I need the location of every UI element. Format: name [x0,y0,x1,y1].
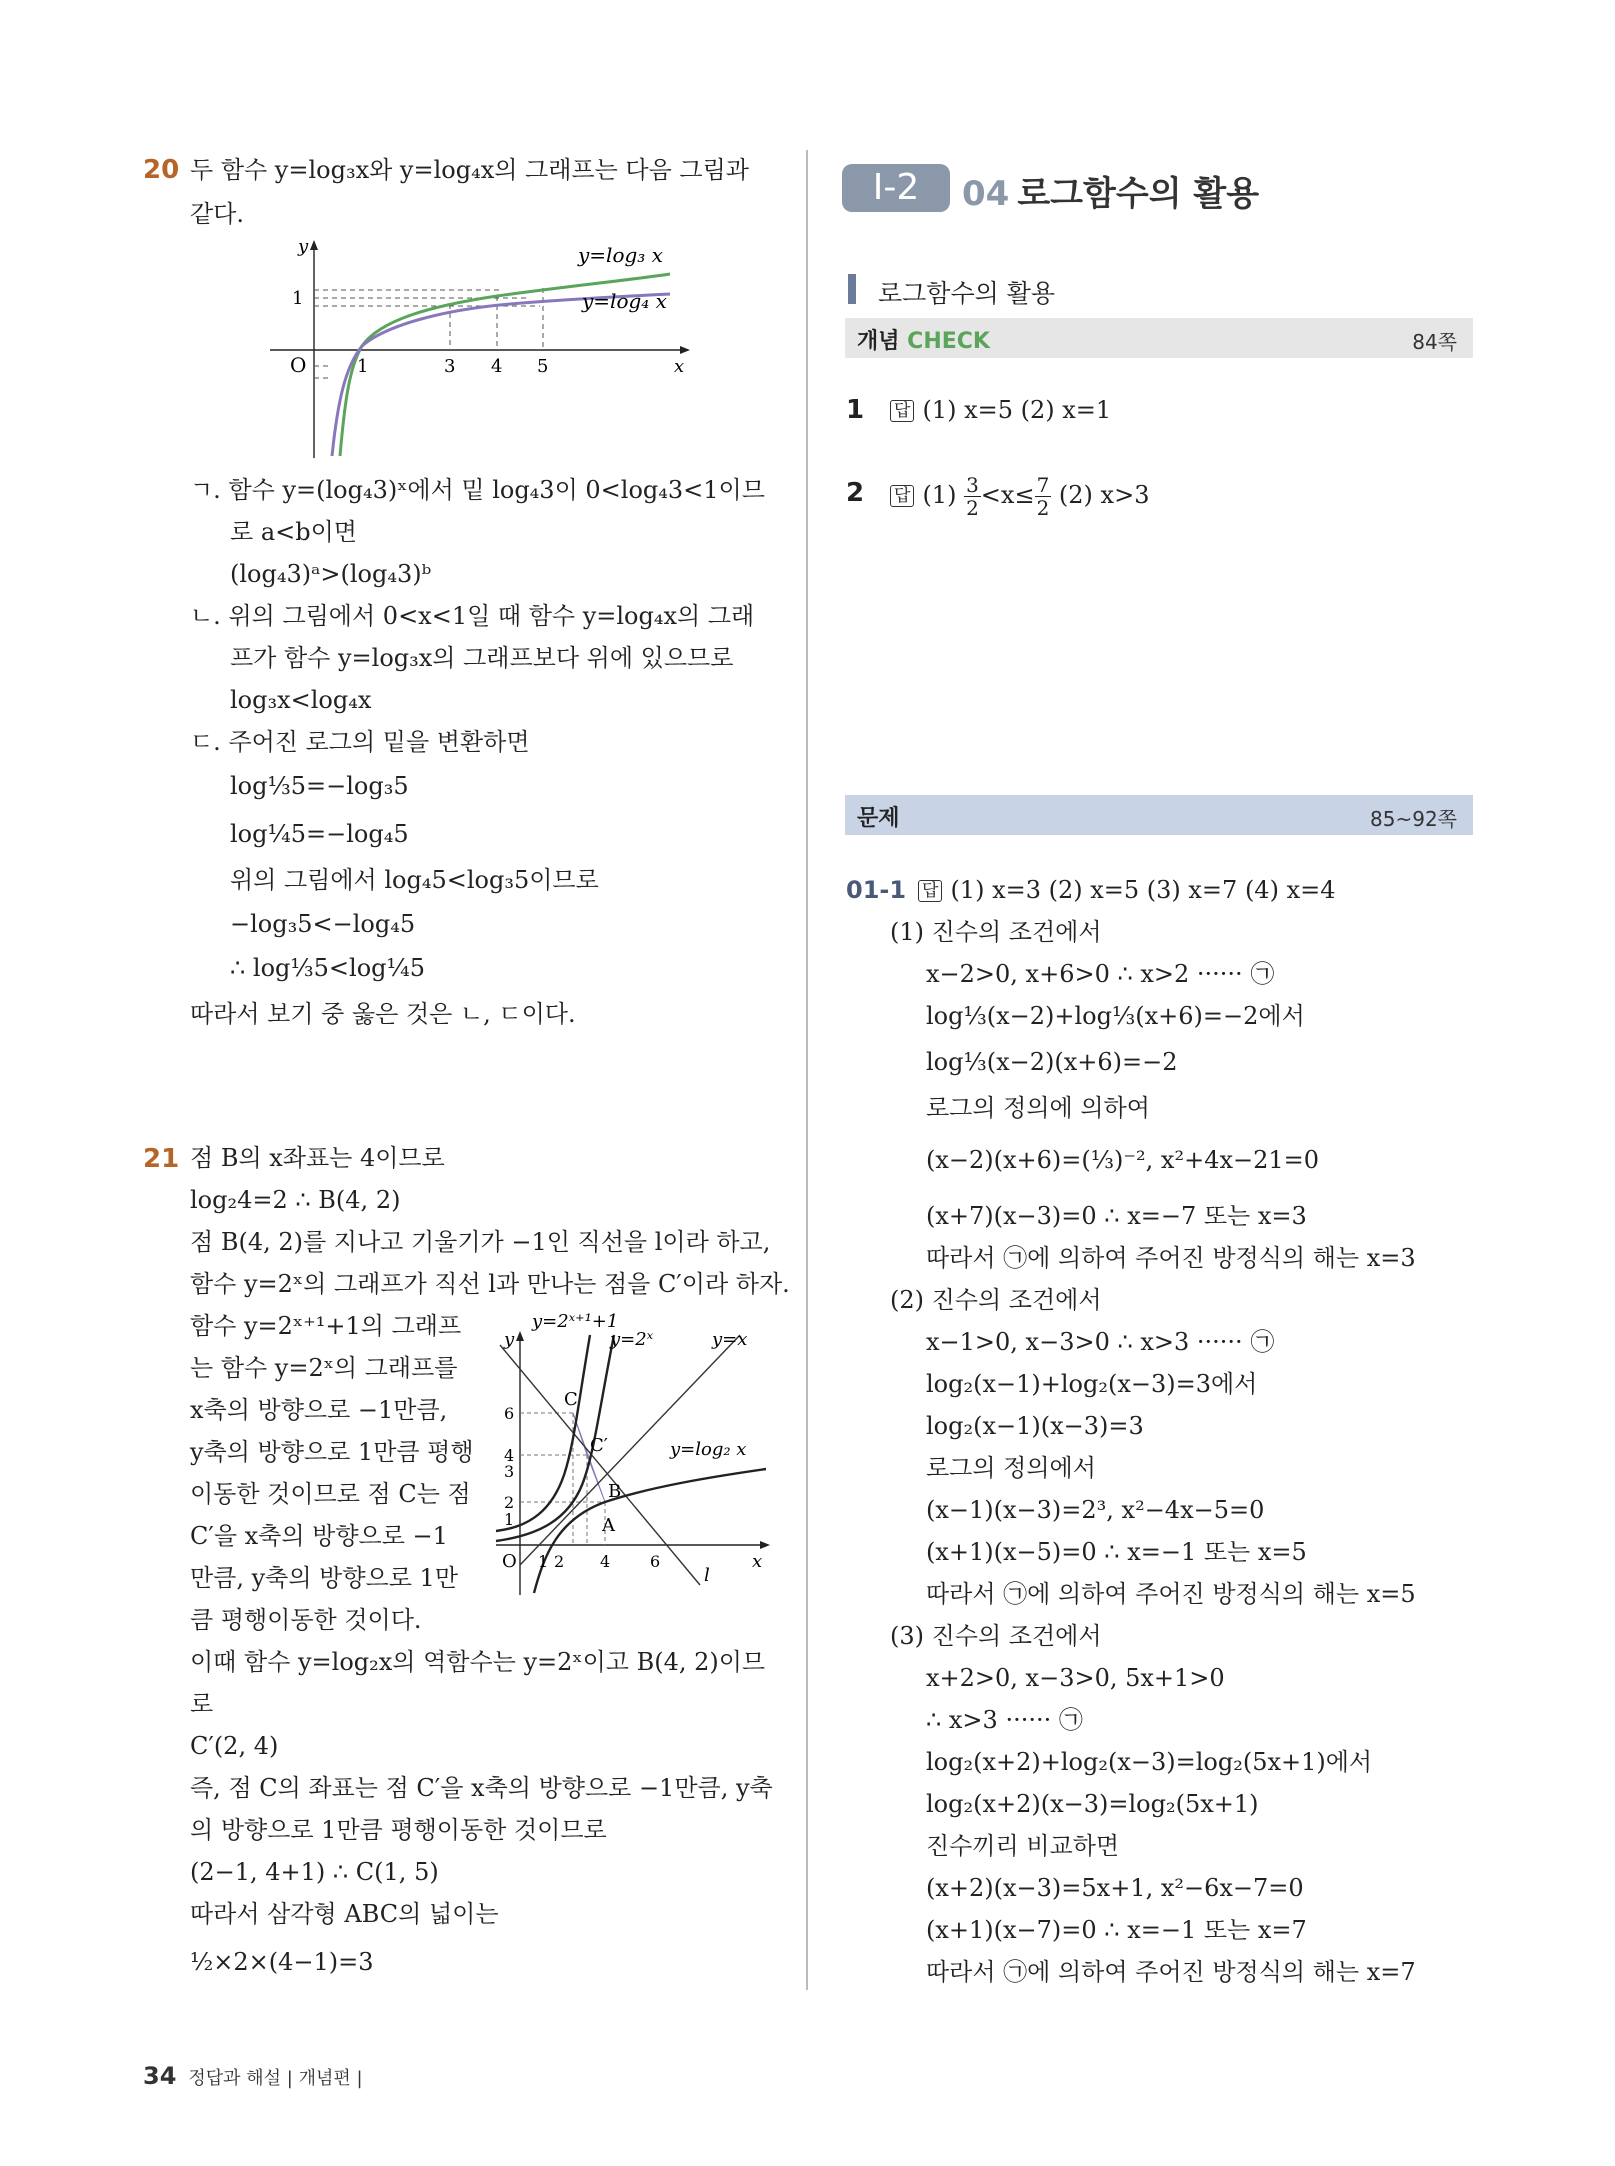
x-axis-arrow [760,1541,770,1549]
answer-mark: 답 [890,400,914,422]
p01-line-15: (x+1)(x−5)=0 ∴ x=−1 또는 x=5 [926,1538,1307,1566]
problem-number-21: 21 [143,1144,180,1174]
p21-bottom-1: 이때 함수 y=log₂x의 역함수는 y=2ˣ이고 B(4, 2)이므 [190,1648,766,1676]
p20-sol-3: (log₄3)ᵃ>(log₄3)ᵇ [230,560,432,588]
point-a-label: A [602,1515,615,1536]
p01-line-5: 로그의 정의에 의하여 [926,1094,1150,1122]
label-log3: y=log₃ x [578,243,663,267]
graph-x-label: x [674,356,685,377]
p21-bottom-8: ½×2×(4−1)=3 [190,1948,374,1976]
graph-xtick-4: 4 [600,1552,611,1571]
p20-line-2: 같다. [190,200,244,228]
label-log4: y=log₄ x [582,289,667,313]
label-log2: y=log₂ x [670,1439,747,1460]
p20-sol-10: 위의 그림에서 log₄5<log₃5이므로 [230,866,599,894]
column-divider [806,150,808,1990]
label-yx: y=x [712,1329,748,1350]
p21-line-3: 점 B(4, 2)를 지나고 기울기가 −1인 직선을 l이라 하고, [190,1228,771,1256]
p20-sol-12: ∴ log⅓5<log¼5 [230,954,426,982]
p01-line-1: (1) 진수의 조건에서 [890,918,1102,946]
p01-line-14: (x−1)(x−3)=2³, x²−4x−5=0 [926,1496,1265,1524]
curve-log2 [534,1469,766,1593]
problem-number-20: 20 [143,155,180,185]
graph-xtick-1: 1 [357,356,369,377]
p21-bottom-4: 즉, 점 C의 좌표는 점 C′을 x축의 방향으로 −1만큼, y축 [190,1774,773,1802]
graph-origin: O [290,353,307,377]
check-item-1-num: 1 [846,395,865,425]
point-c-label: C [564,1389,578,1410]
p20-sol-1: ㄱ. 함수 y=(log₄3)ˣ에서 밑 log₄3이 0<log₄3<1이므 [190,476,765,504]
graph-ytick-3: 3 [504,1462,515,1481]
problem-bar-title: 문제 [857,806,900,831]
check-item-1 [890,394,1111,426]
p01-line-8: 따라서 ㉠에 의하여 주어진 방정식의 해는 x=3 [926,1244,1416,1272]
p21-side-6: C′을 x축의 방향으로 −1 [190,1522,448,1550]
label-line-l: l [704,1565,710,1586]
frac1-den: 2 [966,496,979,520]
p01-line-13: 로그의 정의에서 [926,1454,1096,1482]
p01-line-18: x+2>0, x−3>0, 5x+1>0 [926,1664,1225,1692]
problem-bar-page: 85~92쪽 [1370,807,1457,831]
p21-side-8: 큼 평행이동한 것이다. [190,1606,422,1634]
p01-line-9: (2) 진수의 조건에서 [890,1286,1102,1314]
frac2-den: 2 [1036,496,1050,520]
p20-sol-6: log₃x<log₄x [230,686,372,714]
graph-origin: O [502,1551,517,1572]
p20-sol-13: 따라서 보기 중 옳은 것은 ㄴ, ㄷ이다. [190,1000,576,1028]
p01-line-3: log⅓(x−2)+log⅓(x+6)=−2에서 [926,1002,1305,1030]
graph-xtick-4: 4 [491,356,503,377]
p21-side-3: x축의 방향으로 −1만큼, [190,1396,448,1424]
p21-bottom-3: C′(2, 4) [190,1732,279,1760]
label-f1: y=2ˣ⁺¹+1 [532,1311,619,1332]
graph-xtick-1: 1 [538,1552,549,1571]
check-item-2-num: 2 [846,478,865,508]
graph-ytick-6: 6 [504,1404,515,1423]
p21-side-1: 함수 y=2ˣ⁺¹+1의 그래프 [190,1312,462,1340]
concept-check-title-a: 개념 [857,329,908,354]
y-axis-arrow [516,1331,524,1341]
graph-xtick-2: 2 [554,1552,565,1571]
exp-log-graph-figure [490,1305,770,1595]
problem-bar [845,795,1473,835]
graph-ytick-1: 1 [292,288,304,309]
p01-line-11: log₂(x−1)+log₂(x−3)=3에서 [926,1370,1258,1398]
frac1-num: 3 [966,473,979,497]
graph-ytick-2: 2 [504,1493,515,1512]
p01-line-17: (3) 진수의 조건에서 [890,1622,1102,1650]
p21-side-4: y축의 방향으로 1만큼 평행 [190,1438,474,1466]
problem-01-1-answer [918,874,1335,906]
p21-line-4: 함수 y=2ˣ의 그래프가 직선 l과 만나는 점을 C′이라 하자. [190,1270,790,1298]
p01-line-10: x−1>0, x−3>0 ∴ x>3 ······ ㉠ [926,1328,1275,1356]
check-item-2-mid: <x≤ [980,481,1035,509]
p21-line-1: 점 B의 x좌표는 4이므로 [190,1144,445,1172]
p21-side-2: 는 함수 y=2ˣ의 그래프를 [190,1354,458,1382]
p20-sol-9: log¼5=−log₄5 [230,820,409,848]
p01-line-19: ∴ x>3 ······ ㉠ [926,1706,1083,1734]
concept-check-page: 84쪽 [1412,330,1457,354]
graph-ytick-4: 4 [504,1446,515,1465]
concept-check-title [857,324,990,355]
p20-sol-2: 로 a<b이면 [230,518,357,546]
check-item-1-text: (1) x=5 (2) x=1 [922,396,1112,424]
p21-side-5: 이동한 것이므로 점 C는 점 [190,1480,471,1508]
p01-line-2: x−2>0, x+6>0 ∴ x>2 ······ ㉠ [926,960,1275,988]
p20-sol-5: 프가 함수 y=log₃x의 그래프보다 위에 있으므로 [230,644,734,672]
x-axis-arrow [680,346,690,354]
graph-y-label: y [298,238,309,257]
fraction-7-2 [1035,474,1052,519]
p20-sol-7: ㄷ. 주어진 로그의 밑을 변환하면 [190,728,530,756]
graph-xtick-5: 5 [537,356,549,377]
graph-ytick-1: 1 [504,1510,515,1529]
page-footer [143,2062,363,2090]
graph-y-label: y [504,1329,515,1350]
p21-bottom-6: (2−1, 4+1) ∴ C(1, 5) [190,1858,439,1886]
p20-line-1: 두 함수 y=log₃x와 y=log₄x의 그래프는 다음 그림과 [190,156,749,184]
page-number: 34 [143,2062,177,2090]
p01-line-16: 따라서 ㉠에 의하여 주어진 방정식의 해는 x=5 [926,1580,1416,1608]
section-title-text: 로그함수의 활용 [1017,174,1260,214]
check-item-2 [890,470,1149,520]
p21-bottom-2: 로 [190,1690,214,1718]
p01-line-24: (x+1)(x−7)=0 ∴ x=−1 또는 x=7 [926,1916,1307,1944]
check-item-2-b: (2) x>3 [1051,481,1150,509]
graph-xtick-3: 3 [444,356,456,377]
p01-line-6: (x−2)(x+6)=(⅓)⁻², x²+4x−21=0 [926,1146,1320,1174]
subsection-title: 로그함수의 활용 [878,279,1055,308]
y-axis-arrow [310,240,318,250]
concept-check-title-b: CHECK [907,329,990,354]
concept-check-bar [845,318,1473,358]
section-title [962,166,1259,215]
point-b-label: B [608,1481,622,1502]
p01-line-23: (x+2)(x−3)=5x+1, x²−6x−7=0 [926,1874,1304,1902]
p01-line-25: 따라서 ㉠에 의하여 주어진 방정식의 해는 x=7 [926,1958,1416,1986]
p21-side-7: 만큼, y축의 방향으로 1만 [190,1564,458,1592]
graph-xtick-6: 6 [650,1552,661,1571]
p01-line-4: log⅓(x−2)(x+6)=−2 [926,1048,1178,1076]
p01-line-22: 진수끼리 비교하면 [926,1832,1120,1860]
fraction-3-2 [964,474,981,519]
p20-sol-11: −log₃5<−log₄5 [230,910,416,938]
subsection-mark-bar [848,274,856,304]
log-graph-figure [270,238,690,458]
label-f2: y=2ˣ [610,1329,654,1350]
check-item-2-a: (1) [922,481,965,509]
problem-01-1-number: 01-1 [846,876,907,904]
p01-line-7: (x+7)(x−3)=0 ∴ x=−7 또는 x=3 [926,1202,1307,1230]
p21-bottom-5: 의 방향으로 1만큼 평행이동한 것이므로 [190,1816,607,1844]
p20-sol-4: ㄴ. 위의 그림에서 0<x<1일 때 함수 y=log₄x의 그래 [190,602,755,630]
footer-text: 정답과 해설 | 개념편 | [188,2068,363,2089]
p01-line-20: log₂(x+2)+log₂(x−3)=log₂(5x+1)에서 [926,1748,1373,1776]
answer-mark: 답 [918,880,942,902]
section-number: 04 [962,174,1010,214]
p21-line-2: log₂4=2 ∴ B(4, 2) [190,1186,401,1214]
frac2-num: 7 [1036,473,1050,497]
problem-01-1-answer-text: (1) x=3 (2) x=5 (3) x=7 (4) x=4 [950,876,1336,904]
p20-sol-8: log⅓5=−log₃5 [230,772,409,800]
p21-bottom-7: 따라서 삼각형 ABC의 넓이는 [190,1900,499,1928]
answer-mark: 답 [890,485,914,507]
line-l [500,1345,700,1585]
chapter-badge: Ⅰ-2 [842,164,950,212]
p01-line-21: log₂(x+2)(x−3)=log₂(5x+1) [926,1790,1259,1818]
p01-line-12: log₂(x−1)(x−3)=3 [926,1412,1144,1440]
graph-x-label: x [752,1551,763,1572]
point-cprime-label: C′ [590,1435,608,1456]
triangle-abc [573,1413,605,1502]
